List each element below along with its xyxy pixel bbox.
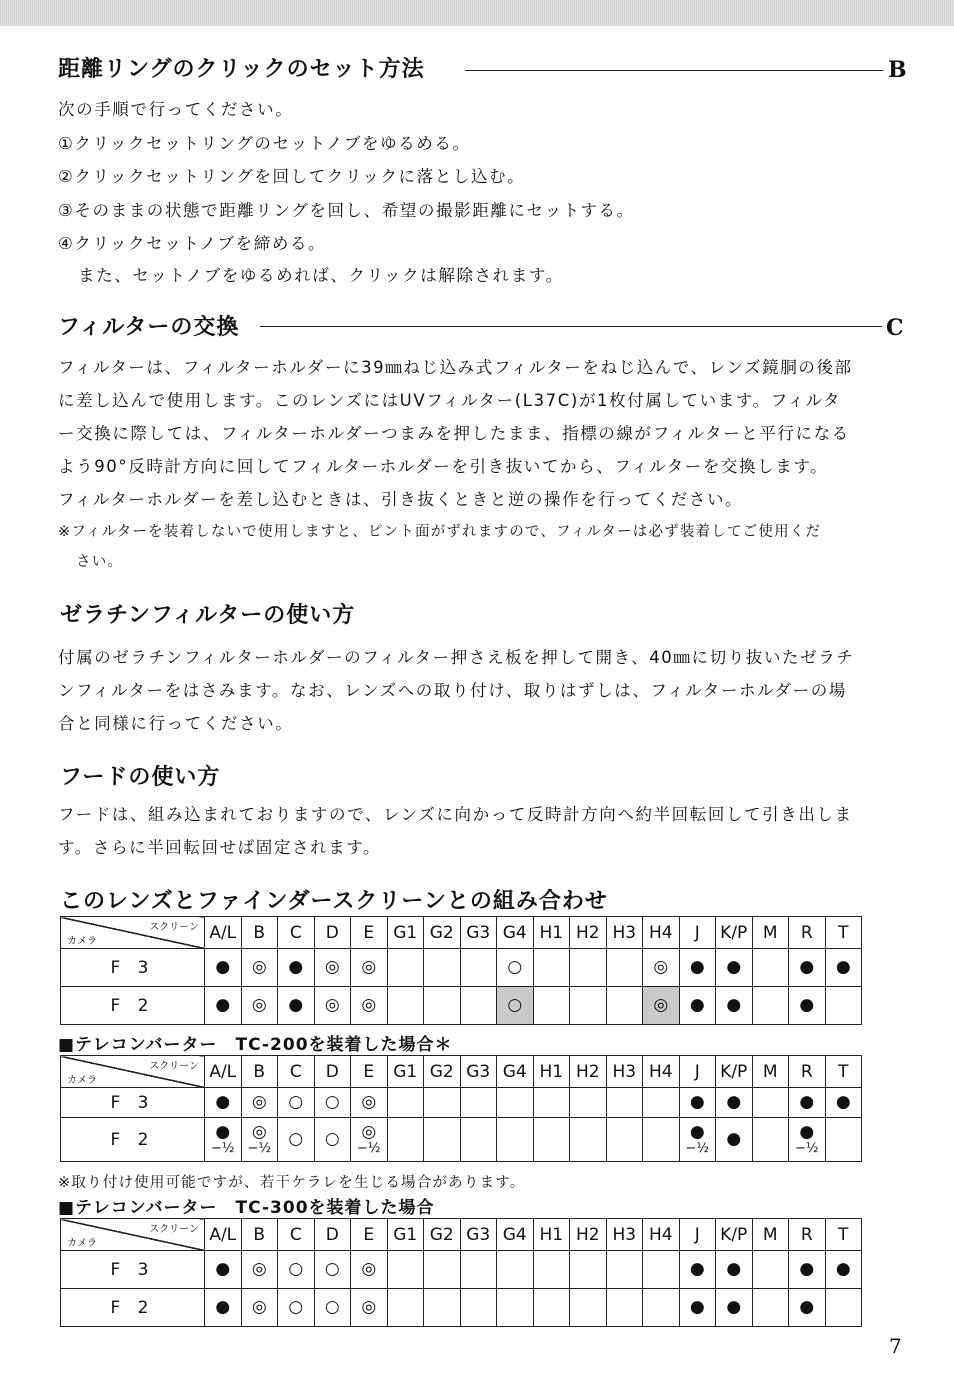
compat-cell <box>789 987 826 1025</box>
column-header: G2 <box>424 1219 461 1251</box>
filled-dot-icon: ● <box>799 995 815 1015</box>
column-header: G1 <box>387 1219 424 1251</box>
section-c-line: フィルターは、フィルターホルダーに39㎜ねじ込み式フィルターをねじ込んで、レンズ鏡胴の後部 <box>58 358 853 377</box>
double-circle-icon: ◎ <box>251 1297 267 1317</box>
compat-cell <box>825 987 862 1025</box>
compat-cell <box>497 1251 534 1289</box>
header-corner-cell <box>61 1056 205 1088</box>
double-circle-icon: ◎ <box>251 1259 267 1279</box>
table-row <box>61 1088 862 1118</box>
exposure-correction-label: −½ <box>795 1141 819 1156</box>
filled-dot-icon: ● <box>835 957 851 977</box>
compat-cell <box>241 1088 278 1118</box>
camera-label: F 3 <box>61 1251 205 1289</box>
filled-dot-icon: ● <box>799 1297 815 1317</box>
filled-dot-icon: ● <box>689 1122 705 1142</box>
compat-cell <box>570 1289 607 1327</box>
compat-cell <box>351 1118 388 1162</box>
column-header: A/L <box>205 917 242 949</box>
compat-cell <box>533 1289 570 1327</box>
table-header-row <box>61 1056 862 1088</box>
compat-cell <box>205 949 242 987</box>
double-circle-icon: ◎ <box>251 957 267 977</box>
column-header: G4 <box>497 1219 534 1251</box>
filled-dot-icon: ● <box>726 1297 742 1317</box>
section-b-line: また、セットノブをゆるめれば、クリックは解除されます。 <box>78 266 564 285</box>
compat-cell <box>424 1088 461 1118</box>
column-header: A/L <box>205 1056 242 1088</box>
compat-cell <box>825 1118 862 1162</box>
filled-dot-icon: ● <box>689 995 705 1015</box>
camera-label: F 3 <box>61 1088 205 1118</box>
header-screen-label: スクリーン <box>149 1224 199 1235</box>
compat-cell <box>825 1289 862 1327</box>
section-c-rule <box>260 326 882 327</box>
compat-cell <box>205 1251 242 1289</box>
compat-cell <box>278 1118 315 1162</box>
filled-dot-icon: ● <box>799 957 815 977</box>
compat-cell <box>643 1118 680 1162</box>
exposure-correction-label: −½ <box>247 1141 271 1156</box>
filled-dot-icon: ● <box>799 1092 815 1112</box>
screen-compat-table-tc300 <box>60 1218 862 1327</box>
compat-cell <box>351 1251 388 1289</box>
compat-cell <box>241 949 278 987</box>
compat-cell <box>716 1251 753 1289</box>
compat-cell <box>679 949 716 987</box>
compat-cell <box>716 987 753 1025</box>
open-circle-icon: ○ <box>288 1092 304 1112</box>
compat-cell <box>789 1289 826 1327</box>
column-header: R <box>789 917 826 949</box>
column-header: G2 <box>424 1056 461 1088</box>
section-c-line: ー交換に際しては、フィルターホルダーつまみを押したまま、指標の線がフィルターと平行になる <box>58 424 850 443</box>
column-header: G1 <box>387 1056 424 1088</box>
column-header: B <box>241 917 278 949</box>
compat-cell <box>533 1118 570 1162</box>
compat-cell <box>606 1251 643 1289</box>
double-circle-icon: ◎ <box>361 957 377 977</box>
header-camera-label: カメラ <box>67 1075 97 1086</box>
column-header: J <box>679 917 716 949</box>
column-header: E <box>351 1219 388 1251</box>
section-c-note: さい。 <box>76 554 124 570</box>
compat-cell <box>460 949 497 987</box>
double-circle-icon: ◎ <box>361 1259 377 1279</box>
compat-cell <box>497 987 534 1025</box>
double-circle-icon: ◎ <box>653 995 669 1015</box>
compat-cell <box>570 1118 607 1162</box>
open-circle-icon: ○ <box>324 1297 340 1317</box>
compat-cell <box>278 987 315 1025</box>
header-corner-cell <box>61 917 205 949</box>
table-header-row <box>61 917 862 949</box>
column-header: M <box>752 917 789 949</box>
open-circle-icon: ○ <box>288 1129 304 1149</box>
column-header: G4 <box>497 917 534 949</box>
compat-cell <box>679 987 716 1025</box>
compat-cell <box>533 987 570 1025</box>
double-circle-icon: ◎ <box>361 1297 377 1317</box>
section-b-line: ④クリックセットノブを締める。 <box>58 234 327 253</box>
screen-compat-table-tc200 <box>60 1055 862 1162</box>
section-gel-title: ゼラチンフィルターの使い方 <box>60 603 356 628</box>
table-row <box>61 1289 862 1327</box>
section-hood-line: す。さらに半回転回せば固定されます。 <box>58 838 382 857</box>
column-header: T <box>825 1219 862 1251</box>
section-b-rule <box>465 70 883 71</box>
column-header: R <box>789 1056 826 1088</box>
compat-cell <box>241 1118 278 1162</box>
compat-cell <box>460 987 497 1025</box>
filled-dot-icon: ● <box>215 957 231 977</box>
double-circle-icon: ◎ <box>361 1122 377 1142</box>
compat-cell <box>570 1251 607 1289</box>
section-gel-line: ンフィルターをはさみます。なお、レンズへの取り付け、取りはずしは、フィルターホルダーの場 <box>58 681 847 700</box>
compat-cell <box>278 1289 315 1327</box>
compat-cell <box>241 1289 278 1327</box>
column-header: H2 <box>570 1219 607 1251</box>
top-scan-band <box>0 0 954 26</box>
column-header: H1 <box>533 917 570 949</box>
column-header: B <box>241 1056 278 1088</box>
compat-cell <box>752 1251 789 1289</box>
compat-cell <box>789 1088 826 1118</box>
compat-cell <box>497 1118 534 1162</box>
compat-cell <box>387 1118 424 1162</box>
open-circle-icon: ○ <box>324 1129 340 1149</box>
compat-cell <box>205 1289 242 1327</box>
compat-cell <box>825 1251 862 1289</box>
exposure-correction-label: −½ <box>211 1141 235 1156</box>
exposure-correction-label: −½ <box>357 1141 381 1156</box>
open-circle-icon: ○ <box>507 957 523 977</box>
open-circle-icon: ○ <box>288 1297 304 1317</box>
filled-dot-icon: ● <box>215 1092 231 1112</box>
open-circle-icon: ○ <box>507 995 523 1015</box>
compat-cell <box>533 949 570 987</box>
compat-cell <box>752 1088 789 1118</box>
compat-cell <box>424 949 461 987</box>
column-header: J <box>679 1056 716 1088</box>
column-header: D <box>314 1219 351 1251</box>
filled-dot-icon: ● <box>288 957 304 977</box>
compat-cell <box>424 1118 461 1162</box>
compat-cell <box>716 1088 753 1118</box>
compat-cell <box>351 1088 388 1118</box>
compat-cell <box>679 1088 716 1118</box>
table-heading-tc300: ■テレコンバーター TC-300を装着した場合 <box>58 1198 435 1218</box>
compat-cell <box>643 1088 680 1118</box>
compat-cell <box>424 1289 461 1327</box>
open-circle-icon: ○ <box>324 1092 340 1112</box>
section-b-line: ②クリックセットリングを回してクリックに落とし込む。 <box>58 167 526 186</box>
compat-cell <box>351 1289 388 1327</box>
screen-compat-table-standard <box>60 916 862 1025</box>
section-screens-title: このレンズとファインダースクリーンとの組み合わせ <box>60 889 608 914</box>
filled-dot-icon: ● <box>726 995 742 1015</box>
column-header: E <box>351 1056 388 1088</box>
compat-cell <box>679 1289 716 1327</box>
column-header: T <box>825 917 862 949</box>
section-gel-line: 付属のゼラチンフィルターホルダーのフィルター押さえ板を押して開き、40㎜に切り抜いたゼラチ <box>58 648 855 667</box>
filled-dot-icon: ● <box>726 1259 742 1279</box>
column-header: H3 <box>606 1219 643 1251</box>
column-header: G1 <box>387 917 424 949</box>
column-header: D <box>314 917 351 949</box>
double-circle-icon: ◎ <box>361 1092 377 1112</box>
column-header: G2 <box>424 917 461 949</box>
column-header: G3 <box>460 1219 497 1251</box>
compat-cell <box>679 1118 716 1162</box>
column-header: B <box>241 1219 278 1251</box>
double-circle-icon: ◎ <box>251 995 267 1015</box>
compat-cell <box>752 1118 789 1162</box>
section-gel-line: 合と同様に行ってください。 <box>58 714 294 733</box>
compat-cell <box>314 1289 351 1327</box>
column-header: D <box>314 1056 351 1088</box>
compat-cell <box>241 1251 278 1289</box>
filled-dot-icon: ● <box>215 1122 231 1142</box>
column-header: H1 <box>533 1219 570 1251</box>
column-header: C <box>278 1056 315 1088</box>
section-c-note: ※フィルターを装着しないで使用しますと、ピント面がずれますので、フィルターは必ず装着してご使用くだ <box>58 524 822 540</box>
filled-dot-icon: ● <box>799 1122 815 1142</box>
compat-cell <box>387 1289 424 1327</box>
column-header: M <box>752 1056 789 1088</box>
filled-dot-icon: ● <box>215 995 231 1015</box>
table-header-row <box>61 1219 862 1251</box>
section-c-line: フィルターホルダーを差し込むときは、引き抜くときと逆の操作を行ってください。 <box>58 490 744 509</box>
double-circle-icon: ◎ <box>251 1122 267 1142</box>
filled-dot-icon: ● <box>726 1129 742 1149</box>
compat-cell <box>387 987 424 1025</box>
compat-cell <box>752 949 789 987</box>
compat-cell <box>606 987 643 1025</box>
compat-cell <box>278 949 315 987</box>
compat-cell <box>387 1088 424 1118</box>
header-camera-label: カメラ <box>67 936 97 947</box>
camera-label: F 2 <box>61 987 205 1025</box>
compat-cell <box>643 1289 680 1327</box>
filled-dot-icon: ● <box>689 957 705 977</box>
compat-cell <box>314 1251 351 1289</box>
column-header: T <box>825 1056 862 1088</box>
column-header: H1 <box>533 1056 570 1088</box>
compat-cell <box>716 1118 753 1162</box>
column-header: H2 <box>570 1056 607 1088</box>
section-b-line: ①クリックセットリングのセットノブをゆるめる。 <box>58 134 471 153</box>
compat-cell <box>351 987 388 1025</box>
column-header: H2 <box>570 917 607 949</box>
filled-dot-icon: ● <box>835 1092 851 1112</box>
compat-cell <box>825 1088 862 1118</box>
compat-cell <box>533 1088 570 1118</box>
compat-cell <box>752 987 789 1025</box>
filled-dot-icon: ● <box>689 1259 705 1279</box>
filled-dot-icon: ● <box>689 1092 705 1112</box>
column-header: R <box>789 1219 826 1251</box>
section-b-line: ③そのままの状態で距離リングを回し、希望の撮影距離にセットする。 <box>58 201 635 220</box>
double-circle-icon: ◎ <box>251 1092 267 1112</box>
column-header: K/P <box>716 1056 753 1088</box>
tc200-note: ※取り付け使用可能ですが、若干ケラレを生じる場合があります。 <box>58 1175 526 1191</box>
compat-cell <box>314 949 351 987</box>
compat-cell <box>314 1118 351 1162</box>
header-camera-label: カメラ <box>67 1238 97 1249</box>
compat-cell <box>570 987 607 1025</box>
compat-cell <box>351 949 388 987</box>
column-header: J <box>679 1219 716 1251</box>
column-header: C <box>278 917 315 949</box>
compat-cell <box>606 1088 643 1118</box>
compat-cell <box>643 1251 680 1289</box>
compat-cell <box>789 949 826 987</box>
compat-cell <box>643 987 680 1025</box>
filled-dot-icon: ● <box>215 1297 231 1317</box>
column-header: H4 <box>643 1219 680 1251</box>
column-header: G3 <box>460 917 497 949</box>
table-row <box>61 1118 862 1162</box>
column-header: H3 <box>606 917 643 949</box>
double-circle-icon: ◎ <box>653 957 669 977</box>
column-header: H4 <box>643 917 680 949</box>
open-circle-icon: ○ <box>288 1259 304 1279</box>
header-corner-cell <box>61 1219 205 1251</box>
page-number: 7 <box>889 1334 902 1358</box>
filled-dot-icon: ● <box>288 995 304 1015</box>
filled-dot-icon: ● <box>799 1259 815 1279</box>
table-row <box>61 1251 862 1289</box>
table-heading-tc200: ■テレコンバーター TC-200を装着した場合＊ <box>58 1035 453 1055</box>
compat-cell <box>679 1251 716 1289</box>
compat-cell <box>314 1088 351 1118</box>
section-hood-title: フードの使い方 <box>60 765 221 790</box>
compat-cell <box>825 949 862 987</box>
column-header: G3 <box>460 1056 497 1088</box>
double-circle-icon: ◎ <box>324 957 340 977</box>
column-header: E <box>351 917 388 949</box>
compat-cell <box>533 1251 570 1289</box>
section-c-letter: C <box>886 315 904 341</box>
compat-cell <box>205 1118 242 1162</box>
section-c-line: よう90°反時計方向に回してフィルターホルダーを引き抜いてから、フィルターを交換します。 <box>58 457 829 476</box>
compat-cell <box>789 1251 826 1289</box>
section-c-title: フィルターの交換 <box>58 315 240 340</box>
compat-cell <box>460 1289 497 1327</box>
filled-dot-icon: ● <box>689 1297 705 1317</box>
compat-cell <box>387 1251 424 1289</box>
camera-label: F 2 <box>61 1118 205 1162</box>
column-header: G4 <box>497 1056 534 1088</box>
compat-cell <box>460 1251 497 1289</box>
camera-label: F 2 <box>61 1289 205 1327</box>
column-header: A/L <box>205 1219 242 1251</box>
double-circle-icon: ◎ <box>324 995 340 1015</box>
column-header: H4 <box>643 1056 680 1088</box>
compat-cell <box>497 949 534 987</box>
compat-cell <box>460 1118 497 1162</box>
compat-cell <box>424 987 461 1025</box>
header-screen-label: スクリーン <box>149 1061 199 1072</box>
compat-cell <box>205 987 242 1025</box>
compat-cell <box>570 1088 607 1118</box>
filled-dot-icon: ● <box>835 1259 851 1279</box>
section-b-line: 次の手順で行ってください。 <box>58 100 294 119</box>
compat-cell <box>278 1088 315 1118</box>
compat-cell <box>606 949 643 987</box>
open-circle-icon: ○ <box>324 1259 340 1279</box>
table-row <box>61 987 862 1025</box>
double-circle-icon: ◎ <box>361 995 377 1015</box>
column-header: C <box>278 1219 315 1251</box>
compat-cell <box>643 949 680 987</box>
column-header: H3 <box>606 1056 643 1088</box>
compat-cell <box>716 1289 753 1327</box>
camera-label: F 3 <box>61 949 205 987</box>
filled-dot-icon: ● <box>726 957 742 977</box>
filled-dot-icon: ● <box>726 1092 742 1112</box>
compat-cell <box>424 1251 461 1289</box>
table-row <box>61 949 862 987</box>
header-screen-label: スクリーン <box>149 922 199 933</box>
compat-cell <box>241 987 278 1025</box>
compat-cell <box>497 1088 534 1118</box>
compat-cell <box>716 949 753 987</box>
compat-cell <box>387 949 424 987</box>
compat-cell <box>278 1251 315 1289</box>
compat-cell <box>606 1289 643 1327</box>
section-b-letter: B <box>888 57 907 83</box>
compat-cell <box>497 1289 534 1327</box>
exposure-correction-label: −½ <box>685 1141 709 1156</box>
compat-cell <box>606 1118 643 1162</box>
compat-cell <box>314 987 351 1025</box>
compat-cell <box>205 1088 242 1118</box>
column-header: M <box>752 1219 789 1251</box>
compat-cell <box>570 949 607 987</box>
compat-cell <box>789 1118 826 1162</box>
column-header: K/P <box>716 917 753 949</box>
column-header: K/P <box>716 1219 753 1251</box>
filled-dot-icon: ● <box>215 1259 231 1279</box>
compat-cell <box>460 1088 497 1118</box>
compat-cell <box>752 1289 789 1327</box>
section-c-line: に差し込んで使用します。このレンズにはUVフィルター(L37C)が1枚付属しています。フィルタ <box>58 391 842 410</box>
section-hood-line: フードは、組み込まれておりますので、レンズに向かって反時計方向へ約半回転回して引き出しま <box>58 805 853 824</box>
section-b-title: 距離リングのクリックのセット方法 <box>58 57 425 82</box>
